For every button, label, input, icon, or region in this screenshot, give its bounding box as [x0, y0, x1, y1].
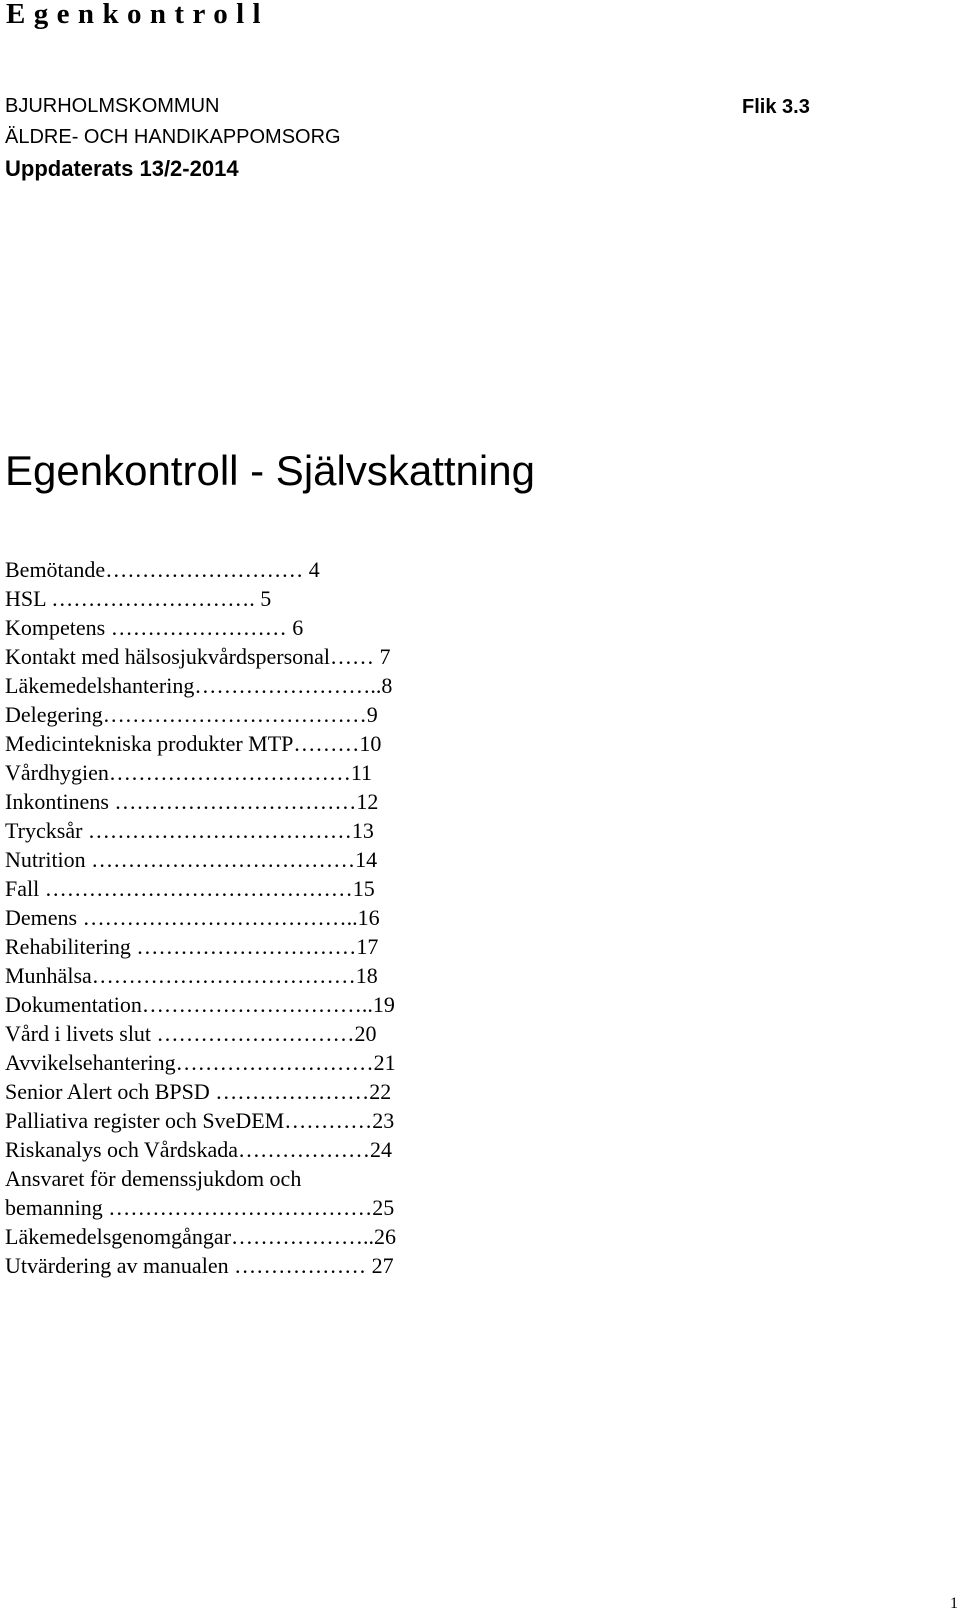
toc-entry-inkontinens: Inkontinens ……………………………12 [5, 789, 379, 814]
toc-entry-rehabilitering: Rehabilitering …………………………17 [5, 934, 379, 959]
document-title: Egenkontroll - Självskattning [5, 447, 535, 494]
toc-entry-delegering: Delegering………………………………9 [5, 702, 378, 727]
toc-entry-ansvaret-demens [5, 1164, 465, 1222]
toc-entry-riskanalys: Riskanalys och Vårdskada………………24 [5, 1137, 392, 1162]
toc-entry-lakemedelsgenomgangar: Läkemedelsgenomgångar………………..26 [5, 1224, 397, 1249]
toc-entry-dokumentation: Dokumentation…………………………..19 [5, 992, 395, 1017]
toc-entry-medicintekniska: Medicintekniska produkter MTP………10 [5, 731, 382, 756]
toc-entry-hsl: HSL ………………………. 5 [5, 586, 272, 611]
toc-entry-trycksar: Trycksår ………………………………13 [5, 818, 374, 843]
organization-name: BJURHOLMSKOMMUN [5, 95, 220, 117]
toc-entry-vard-i-livets-slut: Vård i livets slut ………………………20 [5, 1021, 377, 1046]
tab-label: Flik 3.3 [742, 96, 810, 118]
toc-entry-line: Ansvaret för demenssjukdom och [5, 1166, 302, 1191]
toc-entry-munhalsa: Munhälsa………………………………18 [5, 963, 378, 988]
page-number: 1 [950, 1595, 958, 1612]
toc-entry-bemotande: Bemötande……………………… 4 [5, 557, 320, 582]
toc-entry-palliativa-register: Palliativa register och SveDEM…………23 [5, 1108, 395, 1133]
toc-entry-nutrition: Nutrition ………………………………14 [5, 847, 378, 872]
toc-entry-utvardering: Utvärdering av manualen ……………… 27 [5, 1253, 394, 1278]
toc-entry-lakemedelshantering: Läkemedelshantering……………………..8 [5, 673, 393, 698]
table-of-contents [5, 555, 465, 1280]
page-title: Egenkontroll [6, 0, 270, 30]
department-name: ÄLDRE- OCH HANDIKAPPOMSORG [5, 126, 341, 148]
toc-entry-avvikelsehantering: Avvikelsehantering………………………21 [5, 1050, 396, 1075]
toc-entry-vardhygien: Vårdhygien……………………………11 [5, 760, 373, 785]
toc-entry-line: bemanning ………………………………25 [5, 1195, 395, 1220]
updated-date: Uppdaterats 13/2-2014 [5, 156, 239, 181]
toc-entry-senior-alert: Senior Alert och BPSD …………………22 [5, 1079, 392, 1104]
toc-entry-fall: Fall ……………………………………15 [5, 876, 375, 901]
toc-entry-kompetens: Kompetens …………………… 6 [5, 615, 304, 640]
toc-entry-kontakt: Kontakt med hälsosjukvårdspersonal…… 7 [5, 644, 391, 669]
toc-entry-demens: Demens ………………………………..16 [5, 905, 380, 930]
